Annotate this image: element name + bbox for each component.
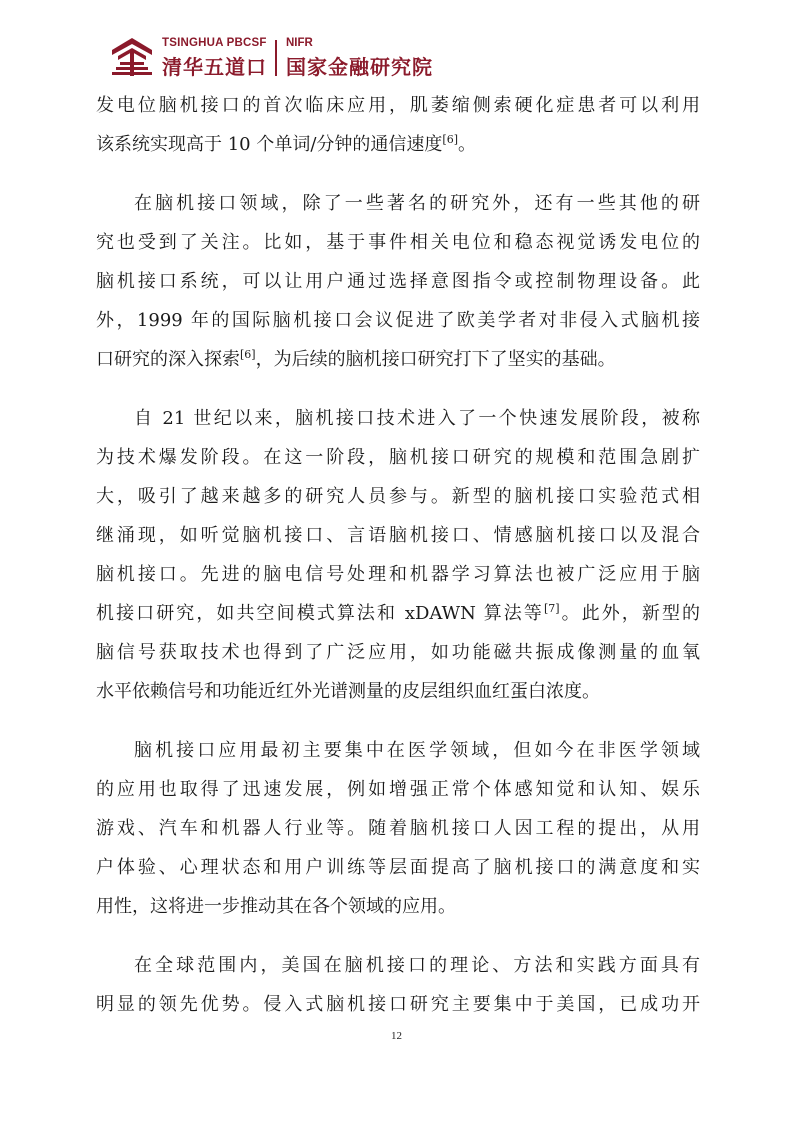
text-line: 脑信号获取技术也得到了广泛应用，如功能磁共振成像测量的血氧 [96,642,700,663]
citation-reference: [6] [240,348,256,361]
text-line: 大，吸引了越来越多的研究人员参与。新型的脑机接口实验范式相 [96,486,700,507]
text-line: 在脑机接口领域，除了一些著名的研究外，还有一些其他的研 [134,193,700,214]
text-line: 明显的领先优势。侵入式脑机接口研究主要集中于美国，已成功开 [96,994,700,1015]
text-line: 水平依赖信号和功能近红外光谱测量的皮层组织血红蛋白浓度。 [96,681,600,702]
text-line: 户体验、心理状态和用户训练等层面提高了脑机接口的满意度和实 [96,857,700,878]
header-divider [275,40,277,76]
institute-name-chinese: 国家金融研究院 [286,55,433,79]
citation-reference: [7] [543,602,560,615]
text-line: 脑机接口应用最初主要集中在医学领域，但如今在非医学领域 [134,740,700,761]
text-line: 脑机接口。先进的脑电信号处理和机器学习算法也被广泛应用于脑 [96,564,700,585]
brand-name-english: TSINGHUA PBCSF [162,37,267,49]
paragraph [96,731,700,926]
text-line: 继涌现，如听觉脑机接口、言语脑机接口、情感脑机接口以及混合 [96,525,700,546]
citation-reference: [6] [442,133,459,146]
text-line: 用性，这将进一步推动其在各个领域的应用。 [96,896,456,917]
text-line: 游戏、汽车和机器人行业等。随着脑机接口人因工程的提出，从用 [96,818,700,839]
text-line: 的应用也取得了迅速发展，例如增强正常个体感知觉和认知、娱乐 [96,779,700,800]
text-line: 外，1999 年的国际脑机接口会议促进了欧美学者对非侵入式脑机接 [96,310,700,331]
text-line: 脑机接口系统，可以让用户通过选择意图指令或控制物理设备。此 [96,271,700,292]
text-line: 该系统实现高于 10 个单词/分钟的通信速度[6]。 [96,133,477,155]
page-number: 12 [391,1030,402,1042]
text-line: 口研究的深入探索[6]，为后续的脑机接口研究打下了坚实的基础。 [96,348,616,370]
paragraph [96,399,700,711]
document-body [96,86,700,1044]
text-line: 发电位脑机接口的首次临床应用，肌萎缩侧索硬化症患者可以利用 [96,95,700,116]
paragraph [96,946,700,1024]
text-line: 究也受到了关注。比如，基于事件相关电位和稳态视觉诱发电位的 [96,232,700,253]
text-line: 机接口研究，如共空间模式算法和 xDAWN 算法等[7]。此外，新型的 [96,602,700,624]
text-line: 自 21 世纪以来，脑机接口技术进入了一个快速发展阶段，被称 [134,408,700,429]
text-line: 为技术爆发阶段。在这一阶段，脑机接口研究的规模和范围急剧扩 [96,447,700,468]
institute-name-english: NIFR [286,37,313,49]
paragraph [96,184,700,379]
text-line: 在全球范围内，美国在脑机接口的理论、方法和实践方面具有 [134,955,700,976]
paragraph [96,86,700,164]
brand-name-chinese: 清华五道口 [162,55,267,79]
tsinghua-pbcsf-logo-icon [110,36,154,80]
